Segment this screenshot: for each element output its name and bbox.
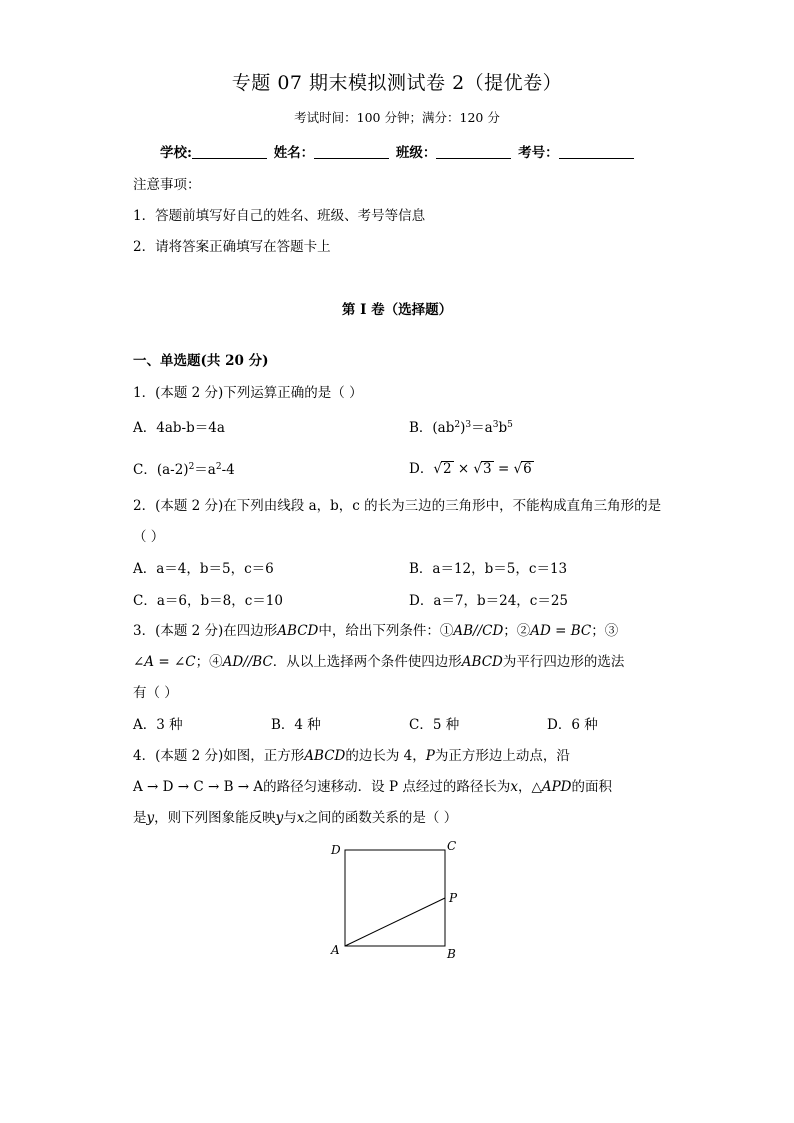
school-label: 学校:	[160, 145, 192, 161]
exam-subtitle: 考试时间：100 分钟；满分：120 分	[294, 110, 500, 125]
q1-option-c: C．$(a-2)^2=a^2-4$	[133, 462, 235, 478]
name-label: 姓名：	[273, 145, 315, 161]
note-item-1: 1．答题前填写好自己的姓名、班级、考号等信息	[133, 208, 426, 224]
q2-stem-cont: （ ）	[133, 529, 165, 545]
square-abcd	[345, 850, 445, 946]
label-c: C	[447, 839, 457, 853]
volume-title: 第 I 卷（选择题）	[341, 302, 453, 318]
q4-stem-cont: A → D → C → B → A的路径匀速移动．设 P 点经过的路径长为x，△APD的面积	[133, 779, 612, 795]
q2-option-a: A．a＝4，b＝5，c＝6	[133, 561, 274, 577]
q1-option-a: A．4ab-b＝4a	[133, 420, 225, 436]
square-diagram	[325, 836, 465, 966]
student-info-line	[160, 141, 636, 161]
q3-option-c: C．5 种	[409, 717, 460, 733]
school-blank[interactable]	[192, 144, 267, 159]
class-blank[interactable]	[436, 144, 511, 159]
q1-option-b: B．$(ab^2)^3=a^3b^5$	[409, 420, 513, 436]
q1-stem: 1．(本题 2 分)下列运算正确的是（ ）	[133, 385, 363, 401]
number-label: 考号：	[518, 145, 559, 161]
q2-stem: 2．(本题 2 分)在下列由线段 a，b，c 的长为三边的三角形中，不能构成直角三角形的是	[133, 498, 662, 514]
class-label: 班级：	[395, 145, 437, 161]
label-d: D	[331, 843, 341, 857]
q3-option-a: A．3 种	[133, 717, 183, 733]
label-b: B	[447, 947, 456, 961]
square-figure	[325, 836, 465, 970]
q4-stem-end: 是y，则下列图象能反映y与x之间的函数关系的是（ ）	[133, 810, 458, 826]
label-a: A	[331, 943, 340, 957]
q3-stem-end: 有（ ）	[133, 685, 178, 701]
name-blank[interactable]	[314, 144, 389, 159]
q1-option-d: D．√2 × √3 = √6	[409, 461, 532, 477]
page-title: 专题 07 期末模拟测试卷 2（提优卷）	[231, 72, 563, 94]
q3-stem: 3．(本题 2 分)在四边形ABCD中，给出下列条件：①AB//CD；②AD = BC；③	[133, 623, 619, 639]
q3-option-b: B．4 种	[271, 717, 321, 733]
q2-option-b: B．a＝12，b＝5，c＝13	[409, 561, 568, 577]
q2-option-d: D．a＝7，b＝24，c＝25	[409, 593, 569, 609]
label-p: P	[449, 891, 458, 905]
q3-stem-cont: ∠A = ∠C；④AD//BC．从以上选择两个条件使四边形ABCD为平行四边形的选法	[133, 654, 625, 670]
q2-option-c: C．a＝6，b＝8，c＝10	[133, 593, 283, 609]
segment-ap	[345, 898, 445, 946]
note-item-2: 2．请将答案正确填写在答题卡上	[133, 239, 331, 255]
number-blank[interactable]	[559, 144, 634, 159]
part-title: 一、单选题(共 20 分)	[133, 353, 269, 369]
q4-stem: 4．(本题 2 分)如图，正方形ABCD的边长为 4，P为正方形边上动点，沿	[133, 748, 570, 764]
notes-heading: 注意事项：	[133, 177, 201, 193]
q3-option-d: D．6 种	[547, 717, 598, 733]
